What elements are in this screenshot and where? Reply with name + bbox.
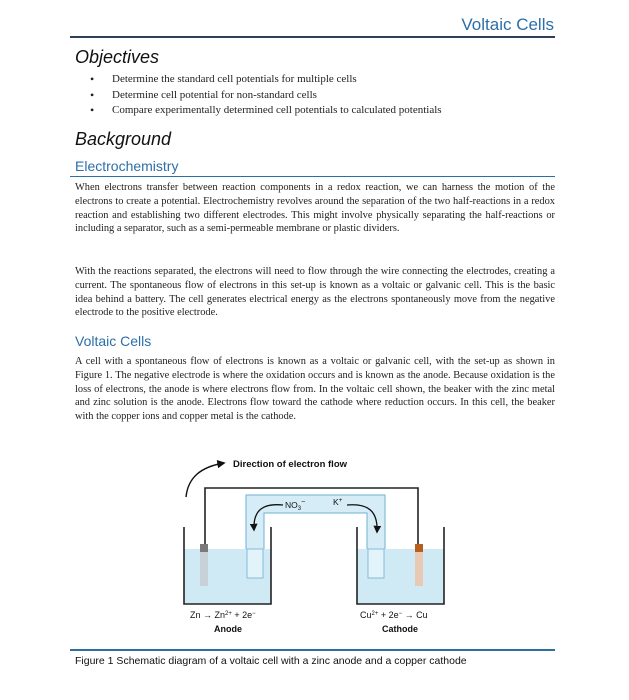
nitrate-label: $NO_3^-$ [285, 499, 306, 512]
cathode-label: Cathode [382, 624, 418, 634]
electrochemistry-heading: Electrochemistry [75, 158, 179, 174]
objectives-heading: Objectives [75, 47, 160, 67]
objective-item: • Compare experimentally determined cell potentials to calculated potentials [90, 103, 442, 119]
voltaic-cells-heading: Voltaic Cells [75, 333, 152, 349]
header-title: Voltaic Cells [461, 15, 554, 34]
objective-item: • Determine cell potential for non-standard cells [90, 88, 442, 104]
voltaic-cells-paragraph: A cell with a spontaneous flow of electrons is known as a voltaic or galvanic cell, with the set-up as shown in Figure 1. The negative electrode is where the oxidation occurs and is known as the anode. Because oxidation is the loss of electrons, the anode is where electrons flow from. In the voltaic cell shown, the beaker with the zinc metal and zinc solution is the anode. Electrons flow toward the cathode where reduction occurs. In this cell, the beaker with the copper ions and copper metal is the cathode. [75, 356, 555, 423]
background-heading: Background [75, 129, 172, 149]
electrochemistry-paragraph-2: With the reactions separated, the electrons will need to flow through the wire connecting the electrodes, creating a current. The spontaneous flow of electrons in this set-up is known as a voltaic or galvanic cell. This is the basic idea behind a battery. The cell generates electrical energy as the electrons spontaneously move from the negative electrode to the positive electrode. [75, 266, 555, 319]
electron-flow-label: Direction of electron flow [233, 459, 348, 470]
cathode-reaction: $Cu^{2+} + 2e^- \to Cu$ [360, 610, 428, 620]
electrochemistry-paragraph-1: When electrons transfer between reaction components in a redox reaction, we can harness the motion of the electrons to create a potential. Electrochemistry revolves around the separation of the two half-reactions in a redox reaction and establishing two different electrodes. This might involve physically separating the half-reactions or including a separator, such as a semi-permeable membrane or plastic dividers. [75, 182, 555, 235]
potassium-label: K+ [333, 497, 343, 507]
objective-item: • Determine the standard cell potentials for multiple cells [90, 72, 442, 88]
figure-caption: Figure 1 Schematic diagram of a voltaic cell with a zinc anode and a copper cathode [75, 655, 467, 667]
copper-electrode [415, 552, 423, 586]
caption-rule [70, 649, 555, 651]
zinc-electrode-top [200, 544, 208, 552]
copper-electrode-top [415, 544, 423, 552]
anode-label: Anode [214, 624, 242, 634]
zinc-electrode [200, 552, 208, 586]
anode-reaction: $Zn \to Zn^{2+} + 2e^-$ [190, 610, 256, 620]
